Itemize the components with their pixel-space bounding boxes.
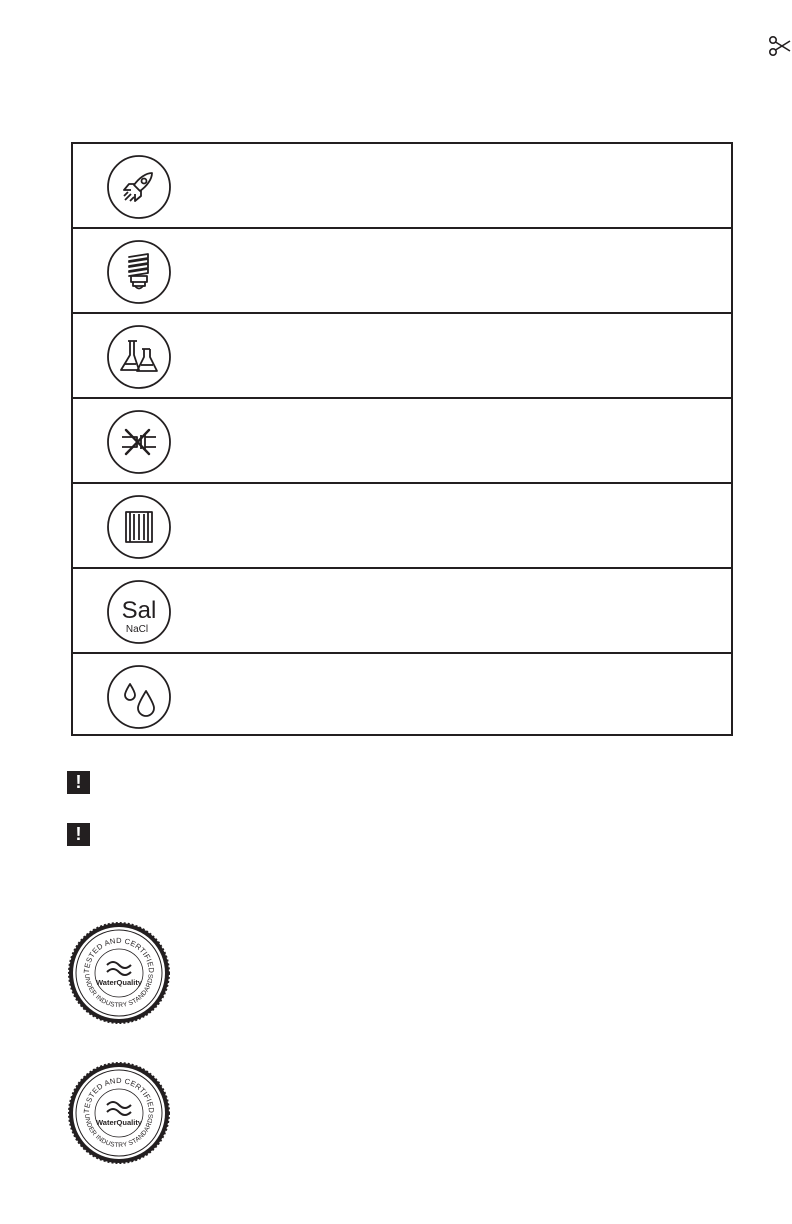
feature-row-light-bulb <box>73 229 731 314</box>
salt-main-label: Sal <box>121 597 157 624</box>
feature-row-water <box>73 654 731 739</box>
scissors-icon <box>768 34 792 58</box>
rocket-icon <box>106 154 172 220</box>
feature-row-lab <box>73 314 731 399</box>
svg-text:UNDER INDUSTRY STANDARDS: UNDER INDUSTRY STANDARDS <box>82 1113 156 1150</box>
svg-text:TESTED AND CERTIFIED: TESTED AND CERTIFIED <box>81 935 157 974</box>
warning-icon: ! <box>67 823 90 846</box>
water-quality-seal <box>67 921 171 1025</box>
feature-row-filter <box>73 484 731 569</box>
salt-sub-label: NaCl <box>125 624 149 635</box>
lab-flasks-icon <box>106 324 172 390</box>
feature-row-salt <box>73 569 731 654</box>
svg-text:WaterQuality: WaterQuality <box>96 978 142 987</box>
light-bulb-icon <box>106 239 172 305</box>
water-quality-seal <box>67 1061 171 1165</box>
no-pipe-connection-icon <box>106 409 172 475</box>
svg-text:WaterQuality: WaterQuality <box>96 1118 142 1127</box>
water-drops-icon <box>106 664 172 730</box>
svg-text:UNDER INDUSTRY STANDARDS: UNDER INDUSTRY STANDARDS <box>82 973 156 1010</box>
filter-cartridge-icon <box>106 494 172 560</box>
salt-icon <box>106 579 172 645</box>
feature-table <box>71 142 733 736</box>
feature-row-rocket <box>73 144 731 229</box>
warning-icon: ! <box>67 771 90 794</box>
svg-text:TESTED AND CERTIFIED: TESTED AND CERTIFIED <box>81 1075 157 1114</box>
feature-row-no-pipe <box>73 399 731 484</box>
